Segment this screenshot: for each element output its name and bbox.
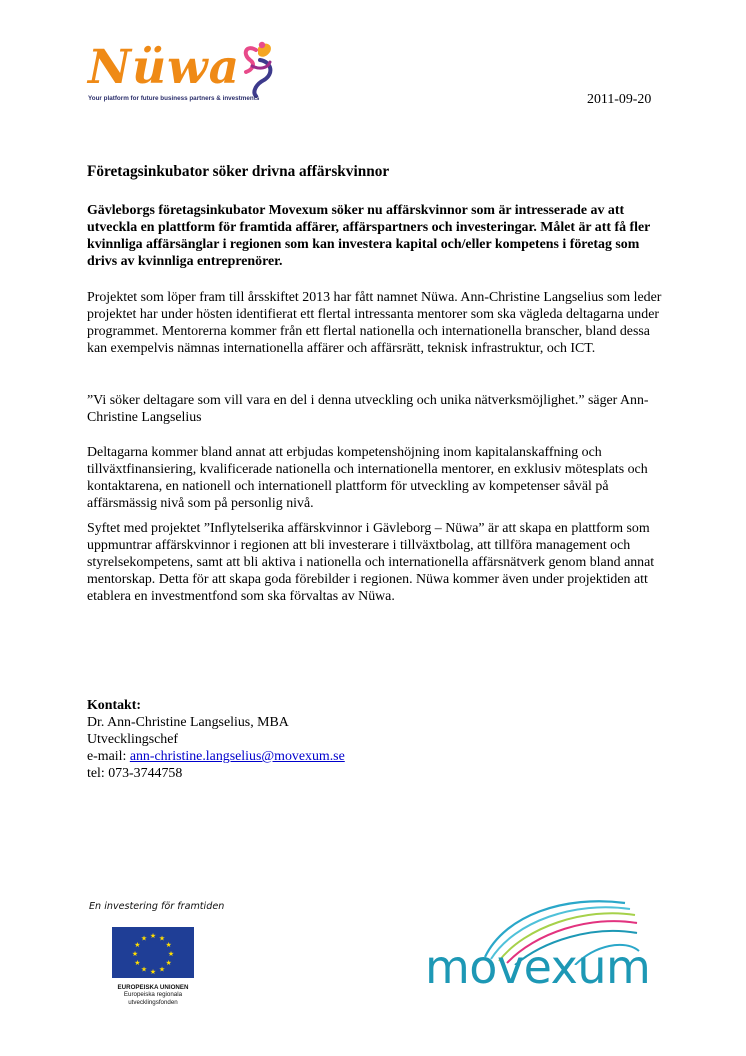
body-paragraph-3: Syftet med projektet ”Inflytelserika affärskvinnor i Gävleborg – Nüwa” är att skapa en plattform som uppmuntrar affärskvinnor i regionen att bli investerare i tillväxtbolag, att tillföra management och styrelsekompetens, samt att bli aktiva i nationella och internationella affärsnätverk genom bland annat mentorskap. Detta för att skapa goda förebilder i regionen. Nüwa kommer även under projektiden att etablera en investmentfond som ska förvaltas av Nüwa. [87, 521, 655, 604]
nuwa-logo-wordmark: Nüwa [88, 40, 241, 95]
contact-heading: Kontakt: [87, 698, 142, 713]
contact-email-line [87, 748, 587, 765]
svg-text:★: ★ [134, 959, 141, 967]
eu-caption-fund-line-2: utvecklingsfonden [128, 998, 178, 1006]
contact-phone: tel: 073-3744758 [87, 766, 183, 781]
eu-flag-icon [112, 927, 194, 978]
body-paragraph-1: Projektet som löper fram till årsskiftet 2013 har fått namnet Nüwa. Ann-Christine Langselius som leder projektet har under hösten identifierat ett flertal intressanta mentorer som ska vägleda deltagarna under programmet. Mentorerna kommer från ett flertal nationella och internationella branscher, bland dessa kan exempelvis nämnas internationella affärer och affärsrätt, teknisk infrastruktur, och ICT. [87, 290, 662, 356]
contact-block [87, 697, 587, 782]
body-paragraph-2: Deltagarna kommer bland annat att erbjudas kompetenshöjning inom kapitalanskaffning och tillväxtfinansiering, kvalificerade nationella och internationella mentorer, en exklusiv mötesplats och kontaktarena, en nationell och internationell plattform för utveckling av kompetenser såväl på affärsmässig nivå som på personlig nivå. [87, 445, 648, 511]
lead-paragraph: Gävleborgs företagsinkubator Movexum söker nu affärskvinnor som är intresserade av att utveckla en plattform för framtida affärer, affärspartners och investeringar. Målet är att få fler kvinnliga affärsänglar i regionen som kan investera kapital och/eller kompetens i företag som drivs av kvinnliga entreprenörer. [87, 203, 651, 269]
quote-paragraph: ”Vi söker deltagare som vill vara en del i denna utveckling och unika nätverksmöjlighet.” säger Ann-Christine Langselius [87, 393, 649, 425]
svg-text:★: ★ [158, 965, 166, 974]
svg-text:★: ★ [149, 932, 157, 940]
nuwa-figure-icon [238, 40, 278, 98]
eu-caption-title: EUROPEISKA UNIONEN [117, 984, 189, 991]
contact-name: Dr. Ann-Christine Langselius, MBA [87, 715, 289, 730]
press-release-title: Företagsinkubator söker drivna affärskvinnor [87, 163, 390, 180]
svg-text:★: ★ [165, 959, 172, 967]
eu-caption [103, 984, 203, 1006]
svg-text:★: ★ [140, 934, 148, 943]
svg-text:★: ★ [131, 950, 139, 958]
svg-text:★: ★ [158, 934, 166, 943]
svg-text:★: ★ [140, 965, 148, 974]
svg-text:★: ★ [167, 950, 175, 958]
contact-email-link[interactable]: ann-christine.langselius@movexum.se [129, 749, 345, 764]
eu-stars-icon [112, 927, 194, 978]
movexum-logo [425, 895, 665, 995]
nuwa-logo [86, 40, 286, 108]
svg-text:★: ★ [149, 968, 157, 976]
svg-text:★: ★ [134, 941, 141, 949]
contact-email-label: e-mail: [87, 749, 130, 764]
eu-slogan: En investering för framtiden [89, 901, 225, 912]
contact-role: Utvecklingschef [87, 732, 179, 747]
eu-caption-fund-line-1: Europeiska regionala [123, 991, 183, 999]
nuwa-logo-tagline: Your platform for future business partners & investments [88, 95, 260, 102]
svg-text:★: ★ [165, 941, 172, 949]
movexum-wordmark: movexum [425, 940, 651, 994]
document-date: 2011-09-20 [587, 92, 652, 107]
